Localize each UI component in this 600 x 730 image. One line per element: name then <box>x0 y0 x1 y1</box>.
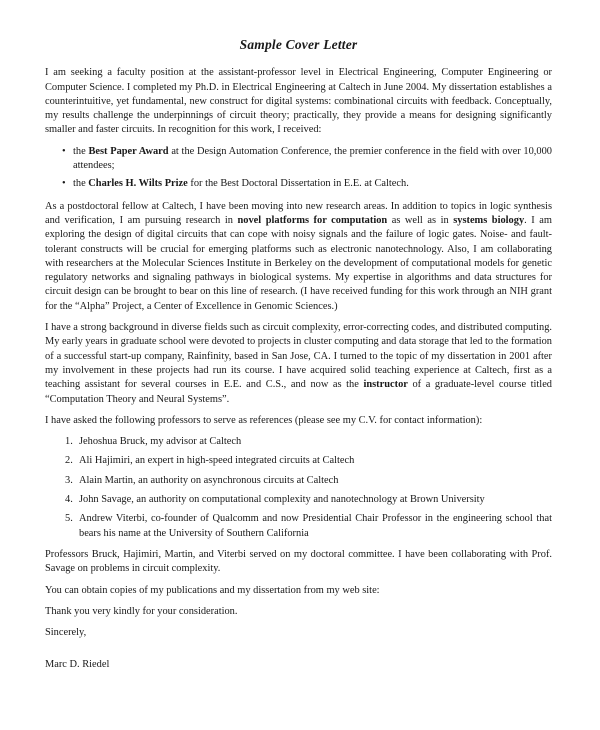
paragraph-thanks: Thank you very kindly for your consideration. <box>45 605 238 617</box>
background-text-a: I have a strong background in diverse fields such as circuit complexity, error-correcting codes, and distributed computing. My early years in graduate school were devoted to projects in cluster computing and data storage that led to the formation of a successful start-up company, Rainfinity, based in San Jose, CA. I turned to the topic of my dissertation in 2001 after my involvement in these projects had run its course. I have acquired solid teaching experience at Caltech, first as a teaching assistant for several courses in E.E. and C.S., and now as the <box>45 322 552 391</box>
paragraph-research <box>45 200 552 314</box>
reference-text: John Savage, an authority on computational complexity and nanotechnology at Brown University <box>79 494 485 506</box>
reference-number: 2. <box>65 455 73 467</box>
award-text-suffix: for the Best Doctoral Dissertation in E.E. at Caltech. <box>187 178 409 190</box>
award-name: Charles H. Wilts Prize <box>88 178 188 190</box>
bullet-icon: • <box>62 178 66 190</box>
paragraph-background <box>45 321 552 407</box>
reference-number: 4. <box>65 494 73 506</box>
reference-number: 1. <box>65 436 73 448</box>
reference-number: 5. <box>65 513 73 525</box>
reference-item <box>65 474 552 488</box>
award-text-prefix: the <box>73 145 89 157</box>
reference-text: Alain Martin, an authority on asynchronous circuits at Caltech <box>79 474 339 486</box>
award-name: Best Paper Award <box>88 145 169 157</box>
research-text-c: as well as in <box>387 214 454 226</box>
research-bold-platforms: novel platforms for computation <box>237 214 388 226</box>
letter-title: Sample Cover Letter <box>239 37 358 52</box>
cover-letter-page <box>45 38 552 680</box>
paragraph-committee: Professors Bruck, Hajimiri, Martin, and Viterbi served on my doctoral committee. I have been collaborating with Prof. Savage on problems in circuit complexity. <box>45 548 552 575</box>
award-item <box>63 145 552 174</box>
reference-text: Andrew Viterbi, co-founder of Qualcomm and now Presidential Chair Professor in the engineering school that bears his name at the University of Southern California <box>79 513 552 539</box>
references-list <box>45 435 552 541</box>
research-text-d: . I am exploring the design of digital circuits that can cope with noisy signals and the failure of logic gates. Noise- and fault-tolerant constructs will be crucial for emerging platforms such as electronic nanotechnology. Also, I am collaborating with researchers at the Molecular Sciences Institute in Berkeley on the development of computational models for genetic regulatory networks and signaling pathways in biological systems. My expertise in algorithms and data structures for circuit design can be brought to bear on this line of research. (I have received funding for this work through an NIH grant for the “Alpha” Project, a Center of Excellence in Genomic Sciences.) <box>45 214 552 312</box>
reference-item <box>65 454 552 468</box>
paragraph-intro: I am seeking a faculty position at the assistant-professor level in Electrical Engineering, Computer Engineering or Computer Science. I completed my Ph.D. in Electrical Engineering at Caltech in June 2004. My dissertation establishes a counterintuitive, yet fundamental, new construct for digital systems: combinational circuits with feedback. Conceptually, my results challenge the underpinnings of circuit theory; practically, they provide a means for designing significantly smaller and faster circuits. In recognition for this work, I received: <box>45 67 552 136</box>
bullet-icon: • <box>62 145 66 157</box>
reference-number: 3. <box>65 474 73 486</box>
reference-text: Jehoshua Bruck, my advisor at Caltech <box>79 436 242 448</box>
awards-list <box>45 145 552 192</box>
reference-item <box>65 493 552 507</box>
reference-text: Ali Hajimiri, an expert in high-speed integrated circuits at Caltech <box>79 455 355 467</box>
signature-name: Marc D. Riedel <box>45 659 110 671</box>
paragraph-publications: You can obtain copies of my publications and my dissertation from my web site: <box>45 584 380 596</box>
paragraph-references-intro: I have asked the following professors to serve as references (please see my C.V. for contact information): <box>45 414 483 426</box>
closing-line: Sincerely, <box>45 627 87 639</box>
background-text-c: of a graduate-level course titled “Computation Theory and Neural Systems”. <box>45 379 552 405</box>
reference-item <box>65 435 552 449</box>
research-bold-systems-biology: systems biology <box>453 214 525 226</box>
background-bold-instructor: instructor <box>363 379 408 391</box>
reference-item <box>65 512 552 541</box>
award-item <box>63 177 552 191</box>
research-text-a: As a postdoctoral fellow at Caltech, I have been moving into new research areas. In addition to topics in logic synthesis and verification, I am pursuing research in <box>45 200 552 226</box>
award-text-suffix: at the Design Automation Conference, the premier conference in the field with over 10,000 attendees; <box>73 145 552 172</box>
award-text-prefix: the <box>73 178 89 190</box>
